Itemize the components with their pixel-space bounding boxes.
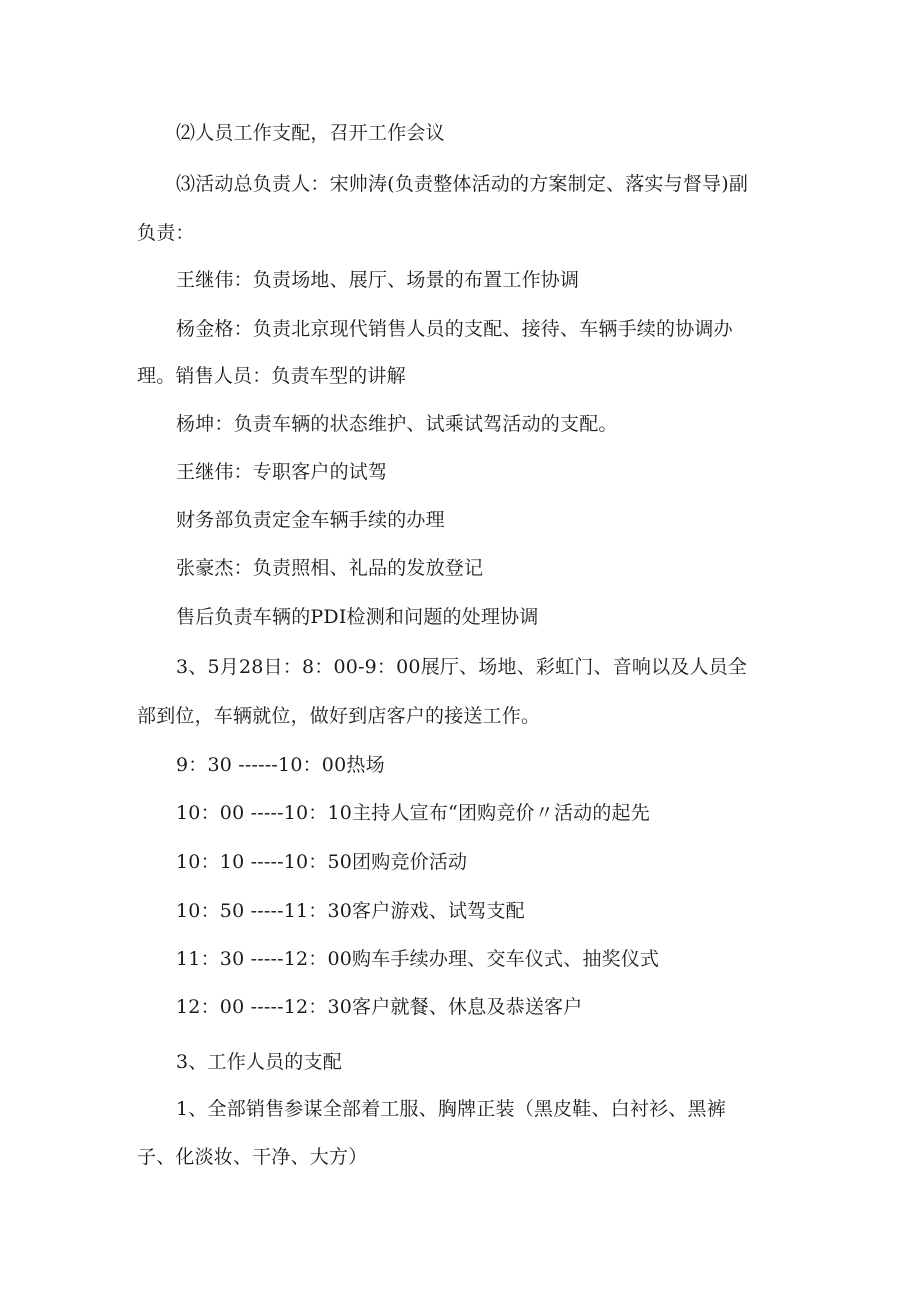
text-line-2: ⑶活动总负责人：宋帅涛(负责整体活动的方案制定、落实与督导)副 [176,173,749,195]
text-line-4: 王继伟：负责场地、展厅、场景的布置工作协调 [176,269,580,291]
text-line-9: 财务部负责定金车辆手续的办理 [176,509,445,531]
text-line-7: 杨坤：负责车辆的状态维护、试乘试驾活动的支配。 [176,413,618,435]
text-line-16: 10：10 -----10：50团购竞价活动 [176,851,468,873]
text-line-15: 10：00 -----10：10主持人宣布“团购竞价〃活动的起先 [176,802,650,824]
text-line-10: 张豪杰：负责照相、礼品的发放登记 [176,557,484,579]
text-line-22: 子、化淡妆、干净、大方） [137,1146,368,1168]
text-line-1: ⑵人员工作支配，召开工作会议 [176,122,445,144]
text-line-8: 王继伟：专职客户的试驾 [176,461,388,483]
text-line-14: 9：30 ------10：00热场 [176,754,385,776]
text-line-6: 理。销售人员：负责车型的讲解 [137,365,406,387]
text-line-12: 3、5月28日：8：00-9：00展厅、场地、彩虹门、音响以及人员全 [176,656,748,678]
text-line-21: 1、全部销售参谋全部着工服、胸牌正装（黑皮鞋、白衬衫、黑裤 [176,1098,726,1120]
text-line-11: 售后负责车辆的PDI检测和问题的处理协调 [176,606,539,628]
text-line-20: 3、工作人员的支配 [176,1051,342,1073]
text-line-3: 负责： [137,222,195,244]
text-line-18: 11：30 -----12：00购车手续办理、交车仪式、抽奖仪式 [176,948,660,970]
text-line-13: 部到位，车辆就位，做好到店客户的接送工作。 [137,705,541,727]
text-line-5: 杨金格：负责北京现代销售人员的支配、接待、车辆手续的协调办 [176,318,733,340]
text-line-17: 10：50 -----11：30客户游戏、试驾支配 [176,900,525,922]
text-line-19: 12：00 -----12：30客户就餐、休息及恭送客户 [176,996,583,1018]
